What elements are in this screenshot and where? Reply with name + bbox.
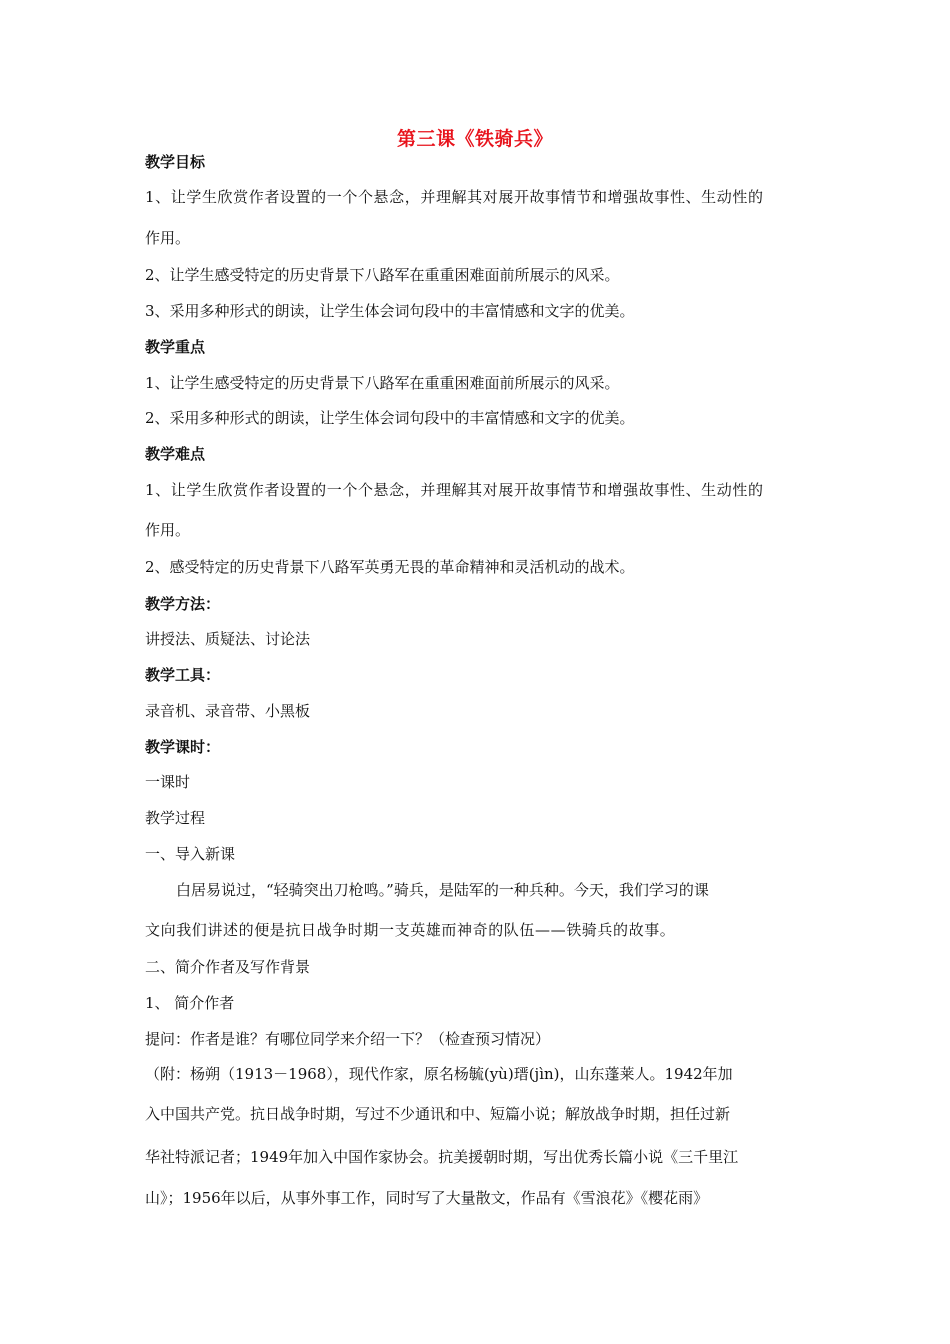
section-heading-goals: 教学目标 — [145, 153, 206, 171]
paragraph-line: 1、让学生欣赏作者设置的一个个悬念，并理解其对展开故事情节和增强故事性、生动性的 — [145, 188, 764, 206]
paragraph-line: 教学过程 — [145, 809, 206, 827]
paragraph-line: 作用。 — [145, 229, 191, 247]
paragraph-line: （附：杨朔（1913－1968），现代作家，原名杨毓(yù)瑨(jìn)，山东蓬莱人。1942年加 — [145, 1065, 733, 1083]
paragraph-line: 2、让学生感受特定的历史背景下八路军在重重困难面前所展示的风采。 — [145, 266, 620, 284]
paragraph-line: 1、让学生欣赏作者设置的一个个悬念，并理解其对展开故事情节和增强故事性、生动性的 — [145, 481, 764, 499]
paragraph-line: 讲授法、质疑法、讨论法 — [145, 630, 311, 648]
paragraph-line: 作用。 — [145, 521, 191, 539]
paragraph-line: 一课时 — [145, 773, 191, 791]
paragraph-line: 入中国共产党。抗日战争时期，写过不少通讯和中、短篇小说；解放战争时期，担任过新 — [145, 1105, 731, 1123]
section-heading-method: 教学方法： — [145, 595, 221, 613]
paragraph-line: 华社特派记者；1949年加入中国作家协会。抗美援朝时期，写出优秀长篇小说《三千里江 — [145, 1148, 739, 1166]
paragraph-line: 二、简介作者及写作背景 — [145, 958, 311, 976]
paragraph-line: 3、采用多种形式的朗读，让学生体会词句段中的丰富情感和文字的优美。 — [145, 302, 635, 320]
paragraph-line: 1、让学生感受特定的历史背景下八路军在重重困难面前所展示的风采。 — [145, 374, 620, 392]
paragraph-line: 2、感受特定的历史背景下八路军英勇无畏的革命精神和灵活机动的战术。 — [145, 558, 635, 576]
document-title: 第三课《铁骑兵》 — [396, 128, 553, 150]
paragraph-line: 一、导入新课 — [145, 845, 236, 863]
paragraph-line: 文向我们讲述的便是抗日战争时期一支英雄而神奇的队伍——铁骑兵的故事。 — [145, 921, 676, 939]
paragraph-line: 录音机、录音带、小黑板 — [145, 702, 311, 720]
paragraph-line: 提问：作者是谁？有哪位同学来介绍一下？（检查预习情况） — [145, 1030, 551, 1048]
paragraph-line: 白居易说过，“轻骑突出刀枪鸣。”骑兵，是陆军的一种兵种。今天，我们学习的课 — [176, 881, 709, 899]
paragraph-line: 1、 简介作者 — [145, 994, 235, 1012]
paragraph-line: 2、采用多种形式的朗读，让学生体会词句段中的丰富情感和文字的优美。 — [145, 409, 635, 427]
section-heading-key-points: 教学重点 — [145, 338, 206, 356]
section-heading-difficulties: 教学难点 — [145, 445, 206, 463]
section-heading-hours: 教学课时： — [145, 738, 221, 756]
paragraph-line: 山》；1956年以后，从事外事工作，同时写了大量散文，作品有《雪浪花》《樱花雨》 — [145, 1189, 709, 1207]
section-heading-tools: 教学工具： — [145, 666, 221, 684]
